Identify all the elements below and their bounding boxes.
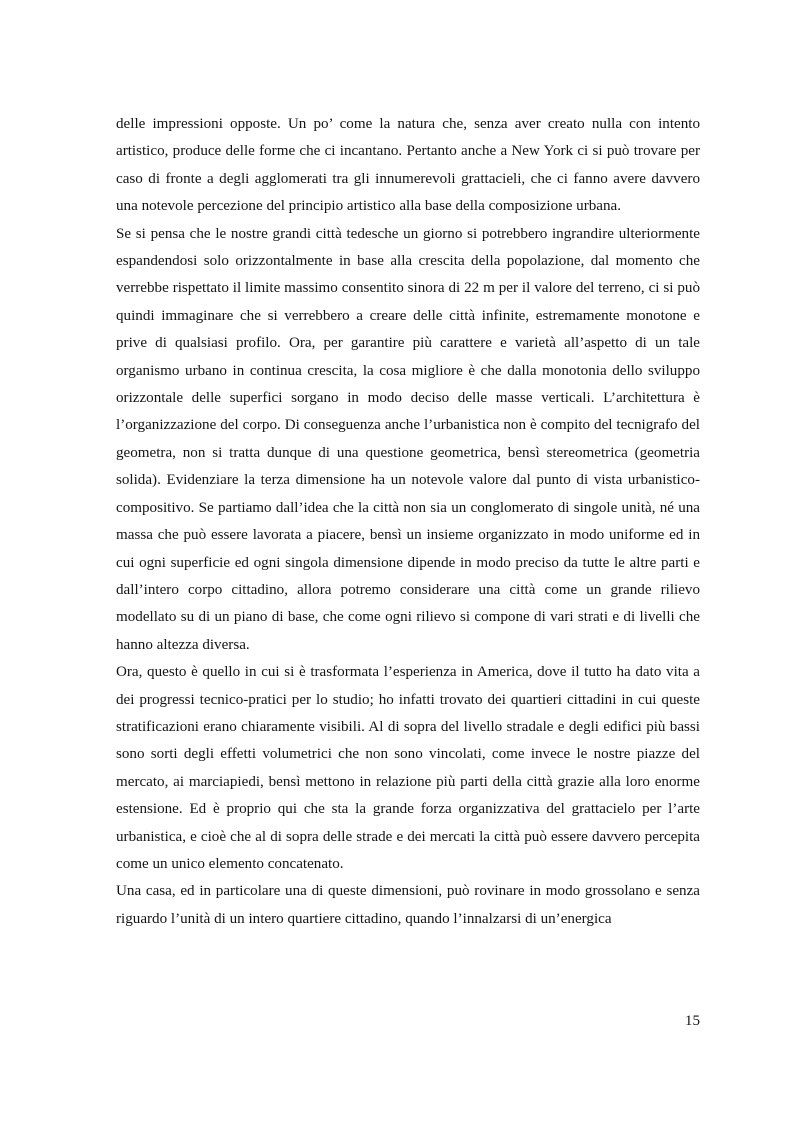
page-number: 15 <box>684 1013 700 1029</box>
paragraph-1: delle impressioni opposte. Un po’ come la natura che, senza aver creato nulla con intento artistico, produce delle forme che ci incantano. Pertanto anche a New York ci si può trovare per caso di fronte a degli agglomerati tra gli innumerevoli grattacieli, che ci fanno avere davvero una notevole percezione del principio artistico alla base della composizione urbana. <box>116 116 700 215</box>
paragraph-4: Una casa, ed in particolare una di queste dimensioni, può rovinare in modo grossolano e senza riguardo l’unità di un intero quartiere cittadino, quando l’innalzarsi di un’energica <box>116 883 700 927</box>
page-body <box>116 111 700 933</box>
paragraph-2: Se si pensa che le nostre grandi città tedesche un giorno si potrebbero ingrandire ulteriormente espandendosi solo orizzontalmente in base alla crescita della popolazione, dal momento che verrebbe rispettato il limite massimo consentito sinora di 22 m per il valore del terreno, ci si può quindi immaginare che si verrebbero a creare delle città infinite, estremamente monotone e prive di qualsiasi profilo. Ora, per garantire più carattere e varietà all’aspetto di un tale organismo urbano in continua crescita, la cosa migliore è che dalla monotonia dello sviluppo orizzontale delle superfici sorgano in modo deciso delle masse verticali. L’architettura è l’organizzazione del corpo. Di conseguenza anche l’urbanistica non è compito del tecnigrafo del geometra, non si tratta dunque di una questione geometrica, bensì stereometrica (geometria solida). Evidenziare la terza dimensione ha un notevole valore dal punto di vista urbanistico-compositivo. Se partiamo dall’idea che la città non sia un conglomerato di singole unità, né una massa che può essere lavorata a piacere, bensì un insieme organizzato in modo uniforme ed in cui ogni superficie ed ogni singola dimensione dipende in modo preciso da tutte le altre parti e dall’intero corpo cittadino, allora potremo considerare una città come un grande rilievo modellato su di un piano di base, che come ogni rilievo si compone di vari strati e di livelli che hanno altezza diversa. <box>116 225 700 653</box>
paragraph-3: Ora, questo è quello in cui si è trasformata l’esperienza in America, dove il tutto ha dato vita a dei progressi tecnico-pratici per lo studio; ho infatti trovato dei quartieri cittadini in cui queste stratificazioni erano chiaramente visibili. Al di sopra del livello stradale e degli edifici più bassi sono sorti degli effetti volumetrici che non sono vincolati, come invece le nostre piazze del mercato, ai marciapiedi, bensì mettono in relazione più parti della città grazie alla loro enorme estensione. Ed è proprio qui che sta la grande forza organizzativa del grattacielo per l’arte urbanistica, e cioè che al di sopra delle strade e dei mercati la città può essere davvero percepita come un unico elemento concatenato. <box>116 664 700 872</box>
